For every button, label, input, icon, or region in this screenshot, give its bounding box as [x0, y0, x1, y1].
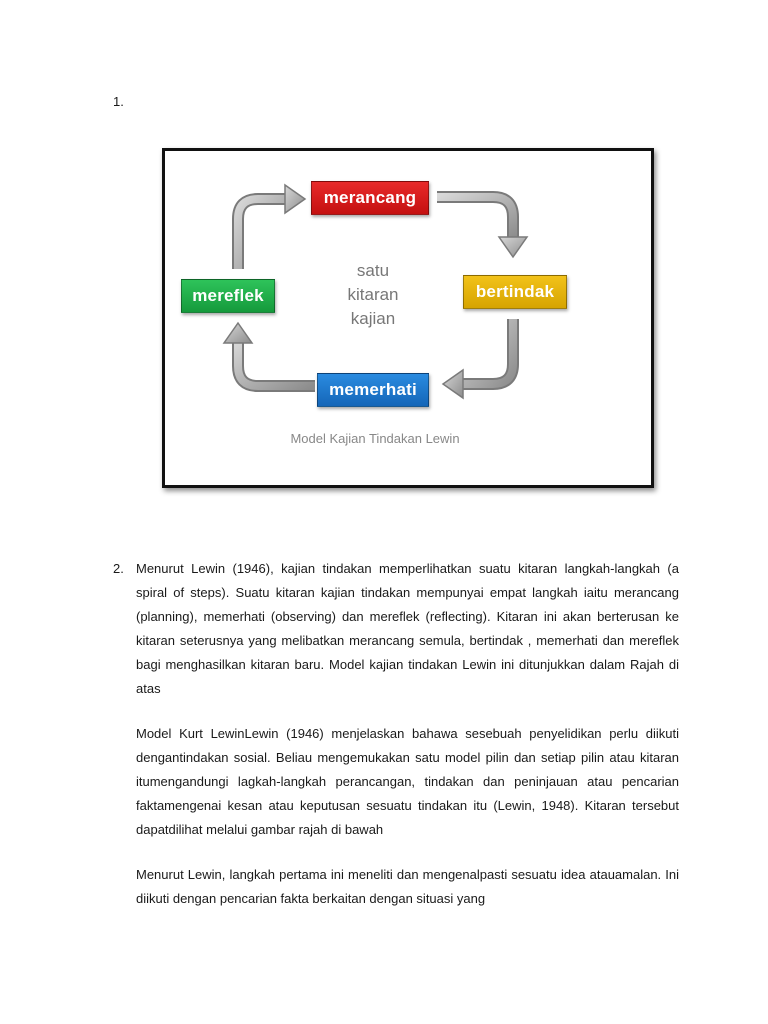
paragraph-1: Menurut Lewin (1946), kajian tindakan memperlihatkan suatu kitaran langkah-langkah (a spiral of steps). Suatu kitaran kajian tindakan mempunyai empat langkah iaitu merancang (planning), memerhati (observing) dan mereflek (reflecting). Kitaran ini akan berterusan ke kitaran seterusnya yang melibatkan merancang semula, bertindak , memerhati dan mereflek bagi menghasilkan kitaran baru. Model kajian tindakan Lewin ini ditunjukkan dalam Rajah di atas: [136, 561, 679, 696]
center-line-3: kajian: [350, 309, 396, 328]
lewin-cycle-figure: [162, 148, 654, 488]
arrow-head-down: [499, 237, 527, 257]
step-memerhati: memerhati: [317, 373, 429, 407]
paragraph-3: Menurut Lewin, langkah pertama ini meneliti dan mengenalpasti sesuatu idea atauamalan. Ini diikuti dengan pencarian fakta berkaitan dengan situasi yang: [136, 867, 679, 906]
paragraph-2: Model Kurt LewinLewin (1946) menjelaskan bahawa sesebuah penyelidikan perlu diikuti dengantindakan sosial. Beliau mengemukakan satu model pilin dan setiap pilin atau kitaran itumengandungi lagkah-langkah perancangan, tindakan dan peninjauan atau pencarian faktamengenai kesan atau keputusan sesuatu tindakan itu (Lewin, 1948). Kitaran tersebut dapatdilihat melalui gambar rajah di bawah: [136, 726, 679, 837]
numbered-list: [113, 557, 679, 911]
arrow-mereflek-to-merancang: [238, 199, 287, 269]
list-number-1: 1.: [113, 94, 124, 109]
list-number-2: 2.: [113, 561, 124, 576]
step-mereflek: mereflek: [181, 279, 275, 313]
cycle-center-label: [315, 259, 431, 331]
step-bertindak: bertindak: [463, 275, 567, 309]
list-item-2: [113, 557, 679, 911]
arrow-bertindak-to-memerhati: [461, 319, 513, 384]
center-line-1: satu: [356, 261, 390, 280]
figure-caption: Model Kajian Tindakan Lewin: [290, 431, 460, 446]
arrow-head-right: [285, 185, 305, 213]
center-line-2: kitaran: [347, 285, 399, 304]
arrow-merancang-to-bertindak: [437, 197, 513, 239]
arrow-head-left: [443, 370, 463, 398]
list-item-body: [136, 557, 679, 911]
step-merancang: merancang: [311, 181, 429, 215]
arrow-head-up: [224, 323, 252, 343]
arrow-memerhati-to-mereflek: [238, 341, 315, 386]
